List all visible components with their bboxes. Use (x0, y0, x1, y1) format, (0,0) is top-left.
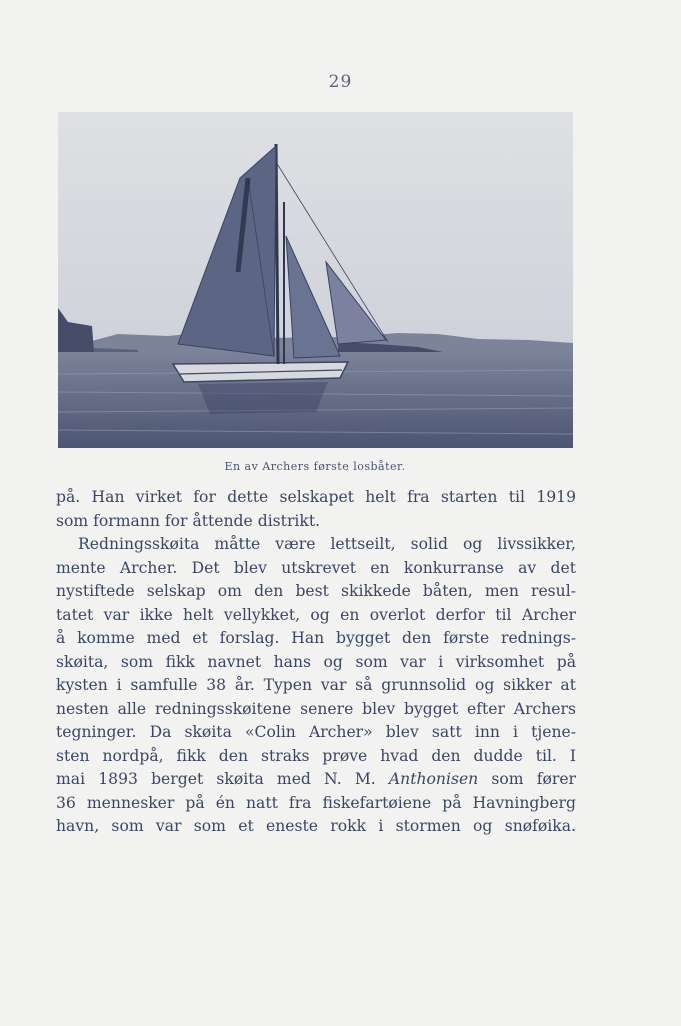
text-segment: mai 1893 berget skøita med N. M. (56, 770, 389, 788)
text-line (56, 768, 576, 792)
text-line: tatet var ikke helt vellykket, og en overlot derfor til Archer (56, 605, 576, 624)
captain-name: Anthonisen (388, 770, 479, 788)
page-number: 29 (328, 72, 353, 92)
text-line: som formann for åttende distrikt. (56, 511, 321, 530)
sailboat-photo (58, 112, 573, 448)
text-segment: som fører (478, 770, 577, 788)
text-line: på. Han virket for dette selskapet helt fra starten til 1919 (56, 488, 576, 506)
main-mast (276, 144, 278, 364)
text-line: sten nordpå, fikk den straks prøve hvad den dudde til. I (56, 746, 576, 765)
text-line: kysten i samfulle 38 år. Typen var så grunnsolid og sikker at (56, 676, 576, 694)
text-line: mente Archer. Det blev utskrevet en konkurranse av det (56, 558, 576, 577)
body-text (56, 486, 576, 839)
text-line: Redningsskøita måtte være lettseilt, solid og livssikker, (78, 535, 576, 553)
text-line: havn, som var som et eneste rokk i stormen og snøføika. (56, 817, 576, 835)
text-line: 36 mennesker på én natt fra fiskefartøiene på Havningberg (56, 793, 576, 812)
text-line: å komme med et forslag. Han bygget den første rednings- (56, 629, 576, 647)
text-line: nystiftede selskap om den best skikkede båten, men resul- (56, 582, 576, 600)
figure-caption: En av Archers første losbåter. (224, 460, 406, 473)
text-line: skøita, som fikk navnet hans og som var i virksomhet på (56, 652, 576, 671)
text-line: nesten alle redningsskøitene senere blev bygget efter Archers (56, 699, 576, 718)
text-line: tegninger. Da skøita «Colin Archer» blev satt inn i tjene- (56, 723, 576, 741)
